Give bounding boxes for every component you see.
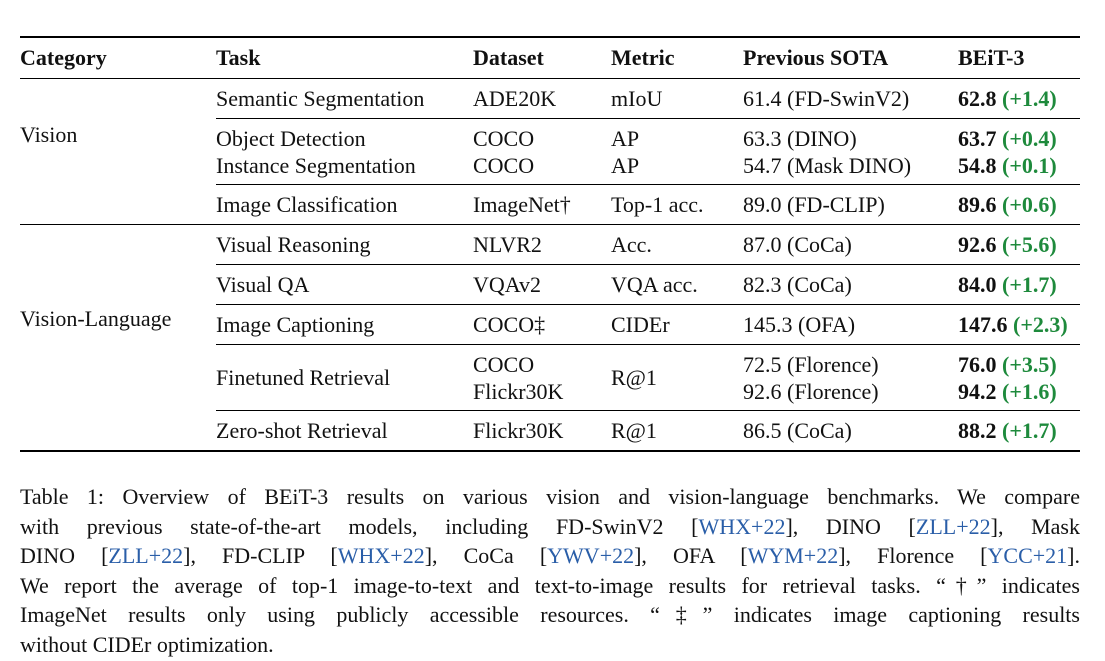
- caption-line-4: We report the average of top-1 image-to-text and text-to-image results for retrieval tasks. “†” indicates: [20, 572, 1080, 598]
- task-line: Object Detection: [216, 125, 366, 151]
- results-table: [20, 36, 1080, 452]
- metric-cell: Acc.: [611, 225, 743, 265]
- score-gain: (+1.4): [1002, 86, 1057, 111]
- score-gain: (+1.7): [1002, 272, 1057, 297]
- citation-link[interactable]: WYM+22: [747, 543, 839, 568]
- score-gain: (+3.5): [1002, 351, 1057, 377]
- citation-link[interactable]: ZLL+22: [915, 513, 991, 539]
- citation-link[interactable]: YWV+22: [547, 543, 635, 568]
- category-vision: Vision: [20, 79, 216, 225]
- table-header-row: [20, 37, 1080, 79]
- caption-line-3: DINO [ZLL+22], FD-CLIP [WHX+22], CoCa [YWV+22], OFA [WYM+22], Florence [YCC+21].: [20, 543, 1080, 568]
- sota-cell: [743, 345, 958, 411]
- header-category: Category: [20, 45, 107, 70]
- table-caption: [20, 482, 1080, 659]
- score-line: [958, 152, 1080, 179]
- dataset-cell: VQAv2: [473, 265, 611, 305]
- score-cell: [958, 79, 1080, 119]
- task-cell: Image Captioning: [216, 305, 473, 345]
- header-previous-sota: Previous SOTA: [743, 45, 889, 70]
- sota-cell: 82.3 (CoCa): [743, 265, 958, 305]
- sota-line: 72.5 (Florence): [743, 351, 879, 377]
- score-cell: [958, 305, 1080, 345]
- table-row: [20, 79, 1080, 119]
- score-cell: [958, 225, 1080, 265]
- score-value: 76.0: [958, 351, 997, 377]
- metric-cell: VQA acc.: [611, 265, 743, 305]
- category-vision-language: Vision-Language: [20, 225, 216, 451]
- dataset-cell: [473, 119, 611, 185]
- task-cell: [216, 119, 473, 185]
- header-metric: Metric: [611, 45, 675, 70]
- score-gain: (+2.3): [1013, 312, 1068, 337]
- metric-cell: mIoU: [611, 79, 743, 119]
- score-value: 89.6: [958, 192, 997, 217]
- dataset-cell: NLVR2: [473, 225, 611, 265]
- dataset-line: COCO: [473, 152, 535, 178]
- table-row: [20, 225, 1080, 265]
- score-cell: [958, 411, 1080, 451]
- score-gain: (+0.6): [1002, 192, 1057, 217]
- score-cell: [958, 345, 1080, 411]
- sota-cell: 87.0 (CoCa): [743, 225, 958, 265]
- sota-cell: 61.4 (FD-SwinV2): [743, 79, 958, 119]
- task-line: Instance Segmentation: [216, 152, 416, 178]
- results-table-wrapper: [20, 36, 1080, 452]
- score-cell: [958, 119, 1080, 185]
- score-value: 63.7: [958, 125, 997, 151]
- score-value: 54.8: [958, 152, 997, 178]
- metric-cell: Top-1 acc.: [611, 185, 743, 225]
- score-value: 62.8: [958, 86, 997, 111]
- dataset-cell: ImageNet†: [473, 185, 611, 225]
- task-cell: Finetuned Retrieval: [216, 345, 473, 411]
- metric-line: AP: [611, 125, 640, 151]
- task-cell: Zero-shot Retrieval: [216, 411, 473, 451]
- score-cell: [958, 265, 1080, 305]
- dataset-cell: [473, 345, 611, 411]
- caption-line-6: without CIDEr optimization.: [20, 631, 274, 657]
- sota-cell: 86.5 (CoCa): [743, 411, 958, 451]
- dataset-line: Flickr30K: [473, 378, 564, 404]
- dataset-line: COCO: [473, 351, 535, 377]
- sota-cell: 89.0 (FD-CLIP): [743, 185, 958, 225]
- score-gain: (+1.6): [1002, 378, 1057, 404]
- score-value: 92.6: [958, 232, 997, 257]
- model-name: BEiT-3: [264, 484, 329, 509]
- sota-line: 54.7 (Mask DINO): [743, 152, 912, 178]
- metric-cell: CIDEr: [611, 305, 743, 345]
- task-cell: Visual Reasoning: [216, 225, 473, 265]
- citation-link[interactable]: ZLL+22: [108, 543, 184, 568]
- citation-link[interactable]: WHX+22: [337, 543, 425, 568]
- score-gain: (+0.1): [1002, 152, 1057, 178]
- dataset-cell: COCO‡: [473, 305, 611, 345]
- score-gain: (+0.4): [1002, 125, 1057, 151]
- score-cell: [958, 185, 1080, 225]
- score-line: [958, 351, 1080, 378]
- score-gain: (+5.6): [1002, 232, 1057, 257]
- score-value: 94.2: [958, 378, 997, 404]
- sota-line: 63.3 (DINO): [743, 125, 857, 151]
- metric-cell: R@1: [611, 411, 743, 451]
- caption-line-2: with previous state-of-the-art models, including FD-SwinV2 [WHX+22], DINO [ZLL+22], Mask: [20, 513, 1080, 539]
- dataset-line: COCO: [473, 125, 535, 151]
- citation-link[interactable]: WHX+22: [698, 513, 786, 539]
- score-value: 88.2: [958, 417, 997, 443]
- dataset-cell: ADE20K: [473, 79, 611, 119]
- task-cell: Semantic Segmentation: [216, 79, 473, 119]
- task-cell: Image Classification: [216, 185, 473, 225]
- header-beit3: BEiT-3: [958, 45, 1025, 70]
- score-value: 147.6: [958, 312, 1008, 337]
- sota-cell: 145.3 (OFA): [743, 305, 958, 345]
- metric-line: AP: [611, 152, 640, 178]
- score-line: [958, 125, 1080, 152]
- caption-line-5: ImageNet results only using publicly accessible resources. “‡” indicates image captioning results: [20, 602, 1080, 627]
- caption-line-1: Table 1: Overview of BEiT-3 results on various vision and vision-language benchmarks. We compare: [20, 484, 1081, 509]
- header-task: Task: [216, 45, 261, 70]
- metric-cell: [611, 119, 743, 185]
- metric-cell: R@1: [611, 345, 743, 411]
- score-gain: (+1.7): [1002, 417, 1057, 443]
- dataset-cell: Flickr30K: [473, 411, 611, 451]
- score-line: [958, 378, 1080, 405]
- sota-line: 92.6 (Florence): [743, 378, 879, 404]
- score-value: 84.0: [958, 272, 997, 297]
- sota-cell: [743, 119, 958, 185]
- task-cell: Visual QA: [216, 265, 473, 305]
- citation-link[interactable]: YCC+21: [987, 543, 1068, 568]
- header-dataset: Dataset: [473, 45, 544, 70]
